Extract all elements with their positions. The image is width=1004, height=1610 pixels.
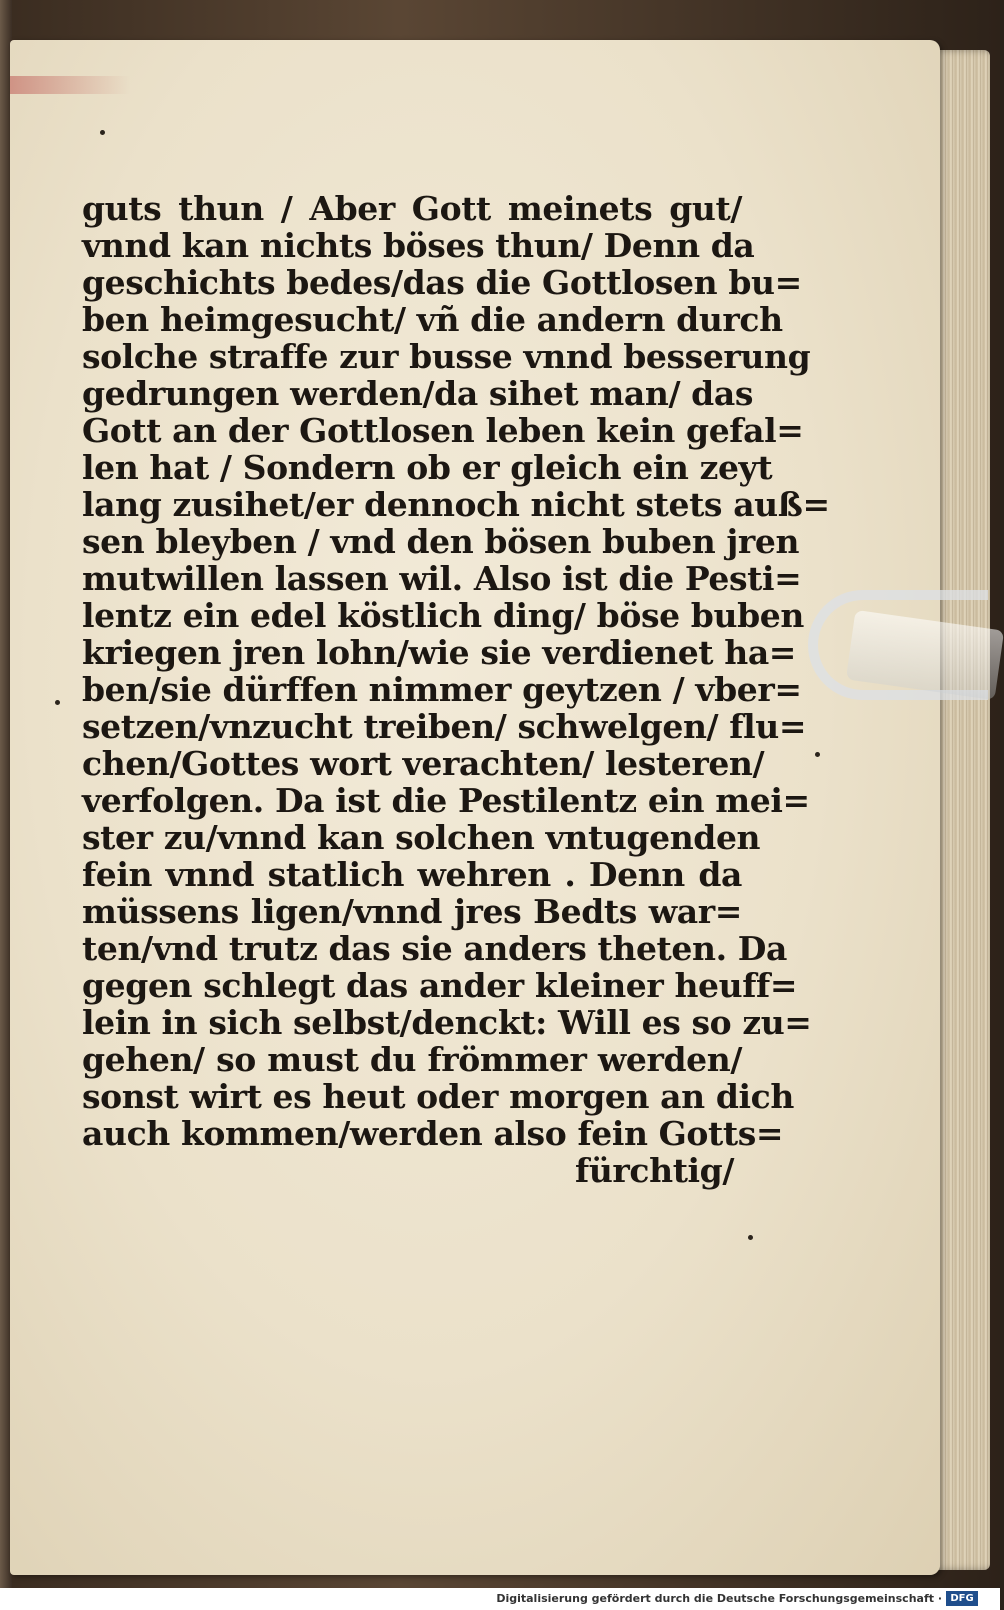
text-line: vnnd kan nichts böses thun/ Denn da (82, 226, 755, 265)
footer-credit: Digitalisierung gefördert durch die Deutsche Forschungsgemeinschaft · (496, 1592, 942, 1605)
text-line: chen/Gottes wort verachten/ lesteren/ (82, 744, 765, 783)
page-text (82, 189, 830, 1190)
text-line: müssens ligen/vnnd jres Bedts war= (82, 892, 742, 931)
text-line: guts thun / Aber Gott meinets gut/ (82, 189, 742, 228)
book-page (10, 40, 940, 1575)
text-line: gegen schlegt das ander kleiner heuff= (82, 966, 798, 1005)
text-line: ster zu/vnnd kan solchen vntugenden (82, 818, 761, 857)
ink-dot (748, 1235, 753, 1240)
page-stain (10, 76, 130, 94)
text-line: mutwillen lassen wil. Also ist die Pesti= (82, 559, 802, 598)
text-line: sen bleyben / vnd den bösen buben jren (82, 522, 800, 561)
text-line: fein vnnd statlich wehren . Denn da (82, 855, 742, 894)
text-line: fürchtig/ (575, 1151, 734, 1190)
text-line: setzen/vnzucht treiben/ schwelgen/ flu= (82, 707, 807, 746)
text-line: auch kommen/werden also fein Gotts= (82, 1114, 784, 1153)
text-line: lentz ein edel köstlich ding/ böse buben (82, 596, 804, 635)
ink-dot (55, 700, 60, 705)
text-line: sonst wirt es heut oder morgen an dich (82, 1077, 794, 1116)
text-line: ten/vnd trutz das sie anders theten. Da (82, 929, 787, 968)
text-line: solche straffe zur busse vnnd besserung (82, 337, 811, 376)
text-line: lein in sich selbst/denckt: Will es so zu= (82, 1003, 812, 1042)
text-line: ben/sie dürffen nimmer geytzen / vber= (82, 670, 802, 709)
dfg-logo: DFG (946, 1591, 978, 1606)
text-line: kriegen jren lohn/wie sie verdienet ha= (82, 633, 797, 672)
text-line: geschichts bedes/das die Gottlosen bu= (82, 263, 802, 302)
text-line: Gott an der Gottlosen leben kein gefal= (82, 411, 804, 450)
footer-bar (0, 1588, 1000, 1610)
text-line: ben heimgesucht/ vñ die andern durch (82, 300, 783, 339)
text-line: gehen/ so must du frömmer werden/ (82, 1040, 742, 1079)
ink-dot (100, 130, 105, 135)
text-line: lang zusihet/er dennoch nicht stets auß= (82, 485, 830, 524)
text-line: gedrungen werden/da sihet man/ das (82, 374, 754, 413)
text-line: len hat / Sondern ob er gleich ein zeyt (82, 448, 773, 487)
ink-dot (815, 752, 820, 757)
text-line: verfolgen. Da ist die Pestilentz ein mei= (82, 781, 810, 820)
